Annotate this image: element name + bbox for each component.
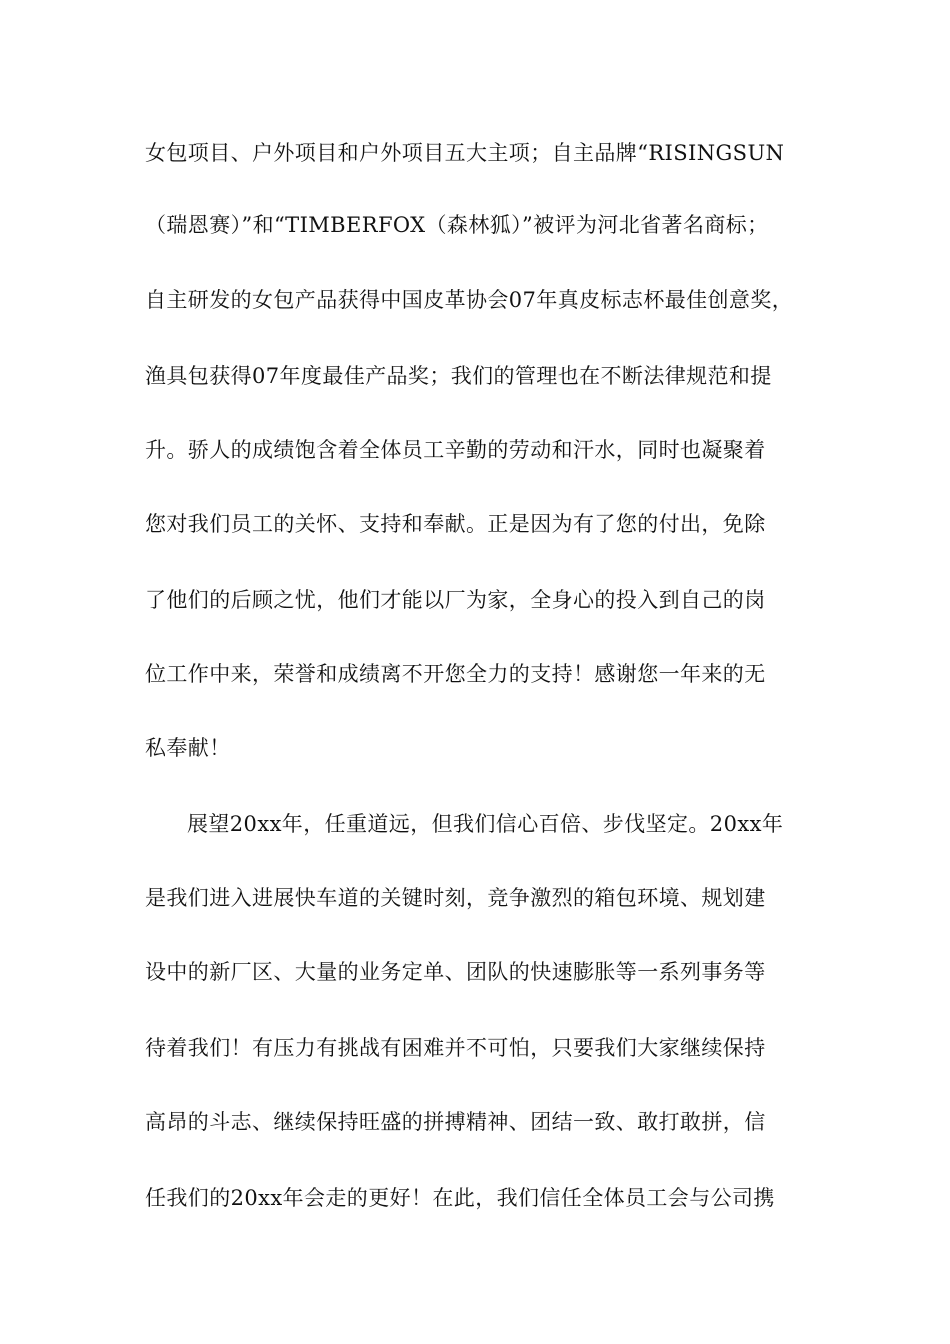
text-line-1: 女包项目、户外项目和户外项目五大主项；自主品牌“RISINGSUN [145,141,785,165]
text-line-13: 待着我们！有压力有挑战有困难并不可怕，只要我们大家继续保持 [145,1036,766,1060]
text-line-10: 展望20xx年，任重道远，但我们信心百倍、步伐坚定。20xx年 [187,812,784,836]
text-line-15: 任我们的20xx年会走的更好！在此，我们信任全体员工会与公司携 [145,1186,775,1210]
text-line-2: （瑞恩赛）”和“TIMBERFOX（森林狐）”被评为河北省著名商标； [145,213,769,237]
text-line-7: 了他们的后顾之忧，他们才能以厂为家，全身心的投入到自己的岗 [145,588,766,612]
text-line-3: 自主研发的女包产品获得中国皮革协会07年真皮标志杯最佳创意奖， [145,288,794,312]
text-line-9: 私奉献！ [145,736,231,760]
text-line-12: 设中的新厂区、大量的业务定单、团队的快速膨胀等一系列事务等 [145,960,766,984]
text-line-11: 是我们进入进展快车道的关键时刻，竞争激烈的箱包环境、规划建 [145,886,766,910]
text-line-4: 渔具包获得07年度最佳产品奖；我们的管理也在不断法律规范和提 [145,364,772,388]
text-line-5: 升。骄人的成绩饱含着全体员工辛勤的劳动和汗水，同时也凝聚着 [145,438,766,462]
text-line-14: 高昂的斗志、继续保持旺盛的拼搏精神、团结一致、敢打敢拼，信 [145,1110,766,1134]
text-line-8: 位工作中来，荣誉和成绩离不开您全力的支持！感谢您一年来的无 [145,662,766,686]
text-line-6: 您对我们员工的关怀、支持和奉献。正是因为有了您的付出，免除 [145,512,766,536]
